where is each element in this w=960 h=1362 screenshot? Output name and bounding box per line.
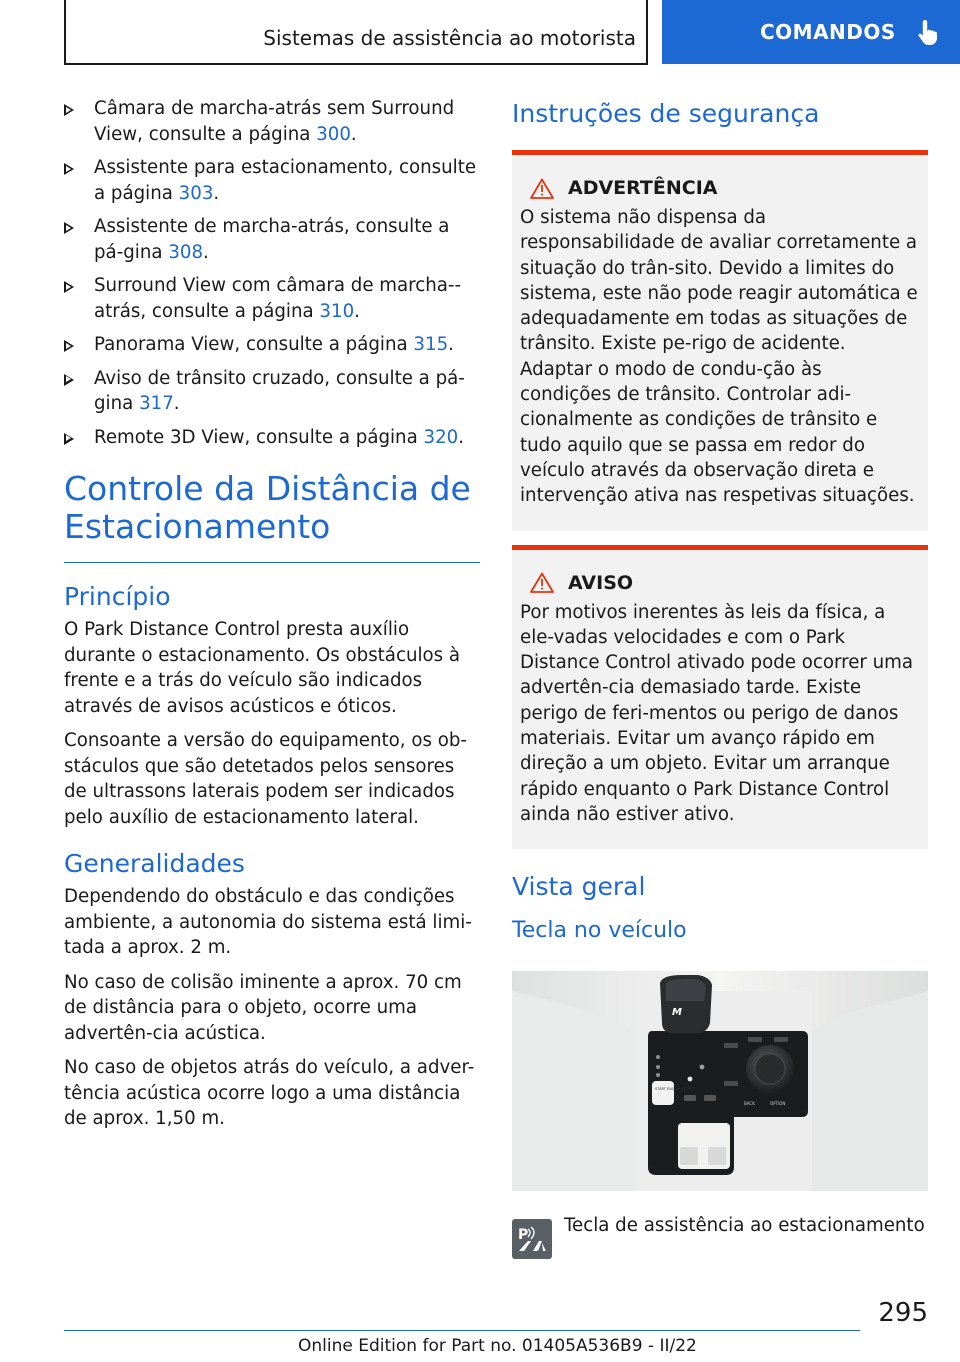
list-item: Assistente de marcha-atrás, consulte a pá-gina 308. xyxy=(64,214,480,265)
footer-rule xyxy=(64,1330,860,1331)
warning-triangle-icon xyxy=(530,572,554,593)
list-item: Assistente para estacionamento, consulte a página 303. xyxy=(64,155,480,206)
list-item: Remote 3D View, consulte a página 320. xyxy=(64,425,480,451)
triangle-bullet-icon xyxy=(64,340,74,352)
pointing-hand-icon xyxy=(916,18,942,46)
right-column xyxy=(512,96,928,1259)
gear-selector-logo: M xyxy=(672,1007,682,1019)
triangle-bullet-icon xyxy=(64,163,74,175)
key-legend-row xyxy=(512,1213,928,1259)
header-divider xyxy=(646,0,648,64)
triangle-bullet-icon xyxy=(64,433,74,445)
heading-rule xyxy=(64,562,480,563)
warning-box-aviso xyxy=(512,545,928,850)
list-item: Aviso de trânsito cruzado, consulte a pá-gina 317. xyxy=(64,366,480,417)
triangle-bullet-icon xyxy=(64,281,74,293)
page-link-300[interactable]: 300 xyxy=(316,123,351,145)
park-assist-key-icon xyxy=(512,1219,552,1259)
principio-heading: Princípio xyxy=(64,582,171,611)
list-item: Câmara de marcha-atrás sem Surround View, consulte a página 300. xyxy=(64,96,480,147)
page-link-303[interactable]: 303 xyxy=(178,182,214,204)
generalidades-heading: Generalidades xyxy=(64,849,245,878)
page-link-310[interactable]: 310 xyxy=(319,300,355,322)
page-link-315[interactable]: 315 xyxy=(413,334,449,355)
warning-text: O sistema não dispensa da responsabilidade de avaliar corretamente a situação do trân-sito. Devido a limites do sistema, este não pode reagir automática e adequadamente em todas as situações de trânsito. Existe pe-rigo de acidente. Adaptar o modo de condu-ção às condições de trânsito. Controlar adi-cionalmente as condições de trânsito e tudo aquilo que se passa em redor do veículo através da observação direta e intervenção ativa nas respetivas situações. xyxy=(520,207,918,507)
page-link-317[interactable]: 317 xyxy=(139,393,174,414)
principio-paragraph-1: O Park Distance Control presta auxílio durante o estacionamento. Os obstáculos à frente e a trás do veículo são indicados através de avisos acústicos e óticos. xyxy=(64,619,461,717)
page-link-320[interactable]: 320 xyxy=(423,426,459,448)
edition-note: Online Edition for Part no. 01405A536B9 - II/22 xyxy=(298,1336,697,1356)
generalidades-paragraph-3: No caso de objetos atrás do veículo, a adver-tência acústica ocorre logo a uma distância de aprox. 1,50 m. xyxy=(64,1057,475,1129)
chapter-tab xyxy=(662,0,960,64)
list-item: Surround View com câmara de marcha--atrás, consulte a página 310. xyxy=(64,273,480,324)
chapter-label: COMANDOS xyxy=(760,20,896,44)
back-label: BACK xyxy=(744,1101,755,1107)
principio-paragraph-2: Consoante a versão do equipamento, os ob-stáculos que são detetados pelos sensores de ultrassons laterais podem ser indicados pelo auxílio de estacionamento lateral. xyxy=(64,730,467,828)
safety-heading: Instruções de segurança xyxy=(512,99,820,128)
warning-title: AVISO xyxy=(520,572,918,594)
page-header xyxy=(0,0,960,66)
option-label: OPTION xyxy=(770,1101,786,1107)
center-console-photo xyxy=(512,971,928,1191)
section-title: Sistemas de assistência ao motorista xyxy=(263,26,636,50)
header-left-rule xyxy=(64,0,66,64)
triangle-bullet-icon xyxy=(64,104,74,116)
triangle-bullet-icon xyxy=(64,374,74,386)
left-column xyxy=(64,96,480,1141)
warning-title: ADVERTÊNCIA xyxy=(520,177,918,199)
overview-heading: Vista geral xyxy=(512,872,646,902)
start-stop-label: START ENGINE STOP xyxy=(655,1087,691,1092)
list-item: Panorama View, consulte a página 315. xyxy=(64,332,480,358)
generalidades-paragraph-1: Dependendo do obstáculo e das condições ambiente, a autonomia do sistema está limi-tada a aprox. 2 m. xyxy=(64,886,472,958)
cross-reference-list xyxy=(64,96,480,450)
page-number: 295 xyxy=(878,1298,928,1328)
triangle-bullet-icon xyxy=(64,222,74,234)
chapter-heading: Controle da Distância de Estacionamento xyxy=(64,469,471,546)
warning-triangle-icon xyxy=(530,178,554,199)
svg-text:P: P xyxy=(518,1227,529,1244)
generalidades-paragraph-2: No caso de colisão iminente a aprox. 70 cm de distância para o objeto, ocorre uma advertên-cia acústica. xyxy=(64,971,462,1044)
header-baseline xyxy=(64,63,648,65)
key-legend-label: Tecla de assistência ao estacionamento xyxy=(564,1215,925,1237)
warning-text: Por motivos inerentes às leis da física, a ele-vadas velocidades e com o Park Distance Control ativado pode ocorrer uma advertên-cia demasiado tarde. Existe perigo de feri-mentos ou perigo de danos materiais. Evitar um avanço rápido em direção a um objeto. Evitar um arranque rápido enquanto o Park Distance Control ainda não estiver ativo. xyxy=(520,601,914,825)
page-link-308[interactable]: 308 xyxy=(168,241,204,263)
warning-box-advertencia xyxy=(512,150,928,531)
overview-subheading: Tecla no veículo xyxy=(512,918,687,944)
